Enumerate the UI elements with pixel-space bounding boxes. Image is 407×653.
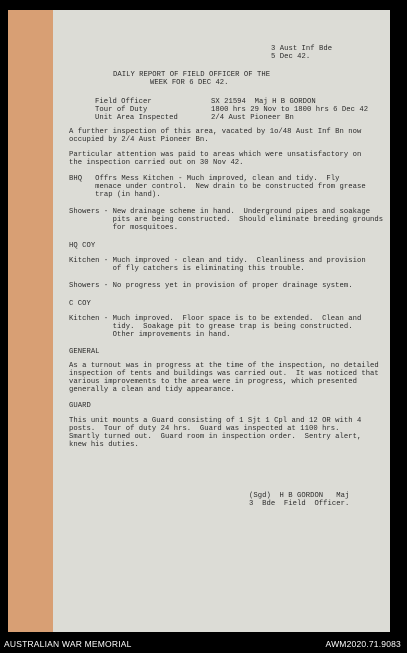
kitchen-entry-1-cont: of fly catchers is eliminating this trouble. xyxy=(69,265,305,273)
field-officer-label: Field Officer xyxy=(95,98,152,106)
unit-value: 2/4 Aust Pioneer Bn xyxy=(211,114,294,122)
guard-paragraph-cont1: posts. Tour of duty 24 hrs. Guard was inspected at 1100 hrs. xyxy=(69,425,340,433)
guard-paragraph-cont2: Smartly turned out. Guard room in inspection order. Sentry alert, xyxy=(69,433,362,441)
bhq-entry-cont1: menace under control. New drain to be constructed from grease xyxy=(69,183,366,191)
kitchen-entry-2: Kitchen - Much improved. Floor space is to be extended. Clean and xyxy=(69,315,362,323)
intro-paragraph-1: A further inspection of this area, vacated by 1o/48 Aust Inf Bn now xyxy=(69,128,362,136)
tour-label: Tour of Duty xyxy=(95,106,148,114)
general-paragraph-cont3: generally a clean and tidy appearance. xyxy=(69,386,235,394)
kitchen-entry-2-cont2: Other improvements in hand. xyxy=(69,331,231,339)
guard-heading: GUARD xyxy=(69,402,91,410)
scanned-document xyxy=(8,10,390,632)
report-title-line1: DAILY REPORT OF FIELD OFFICER OF THE xyxy=(113,71,271,79)
general-heading: GENERAL xyxy=(69,348,100,356)
general-paragraph-cont1: inspection of tents and buildings was carried out. It was noticed that xyxy=(69,370,379,378)
signature-name: (Sgd) H B GORDON Maj xyxy=(249,492,350,500)
kitchen-entry-1: Kitchen - Much improved - clean and tidy. Cleanliness and provision xyxy=(69,257,366,265)
general-paragraph-cont2: various improvements to the area were in progress, which presented xyxy=(69,378,357,386)
intro-paragraph-1-cont: occupied by 2/4 Aust Pioneer Bn. xyxy=(69,136,209,144)
footer-institution: AUSTRALIAN WAR MEMORIAL xyxy=(4,639,132,649)
bhq-entry-cont2: trap (in hand). xyxy=(69,191,161,199)
showers-entry-2: Showers - No progress yet in provision of proper drainage system. xyxy=(69,282,353,290)
kitchen-entry-2-cont1: tidy. Soakage pit to grease trap is being constructed. xyxy=(69,323,353,331)
guard-paragraph-cont3: knew his duties. xyxy=(69,441,139,449)
intro-paragraph-2: Particular attention was paid to areas which were unsatisfactory on xyxy=(69,151,362,159)
guard-paragraph: This unit mounts a Guard consisting of 1 Sjt 1 Cpl and 12 OR with 4 xyxy=(69,417,362,425)
general-paragraph: As a turnout was in progress at the time of the inspection, no detailed xyxy=(69,362,379,370)
header-unit: 3 Aust Inf Bde xyxy=(271,45,333,53)
hq-coy-heading: HQ COY xyxy=(69,242,96,250)
showers-entry-1-cont1: pits are being constructed. Should eliminate breeding grounds xyxy=(69,216,384,224)
signature-title: 3 Bde Field Officer. xyxy=(249,500,350,508)
header-date: 5 Dec 42. xyxy=(271,53,311,61)
showers-entry-1: Showers - New drainage scheme in hand. Underground pipes and soakage xyxy=(69,208,371,216)
unit-label: Unit Area Inspected xyxy=(95,114,178,122)
tour-value: 1800 hrs 29 Nov to 1800 hrs 6 Dec 42 xyxy=(211,106,369,114)
c-coy-heading: C COY xyxy=(69,300,91,308)
folder-edge-strip xyxy=(8,10,53,632)
showers-entry-1-cont2: for mosquitoes. xyxy=(69,224,179,232)
typed-page xyxy=(53,10,390,632)
footer-accession-number: AWM2020.71.9083 xyxy=(325,639,401,649)
intro-paragraph-2-cont: the inspection carried out on 30 Nov 42. xyxy=(69,159,244,167)
report-title-line2: WEEK FOR 6 DEC 42. xyxy=(150,79,229,87)
field-officer-value: SX 21594 Maj H B GORDON xyxy=(211,98,316,106)
bhq-entry: BHQ Offrs Mess Kitchen - Much improved, clean and tidy. Fly xyxy=(69,175,340,183)
